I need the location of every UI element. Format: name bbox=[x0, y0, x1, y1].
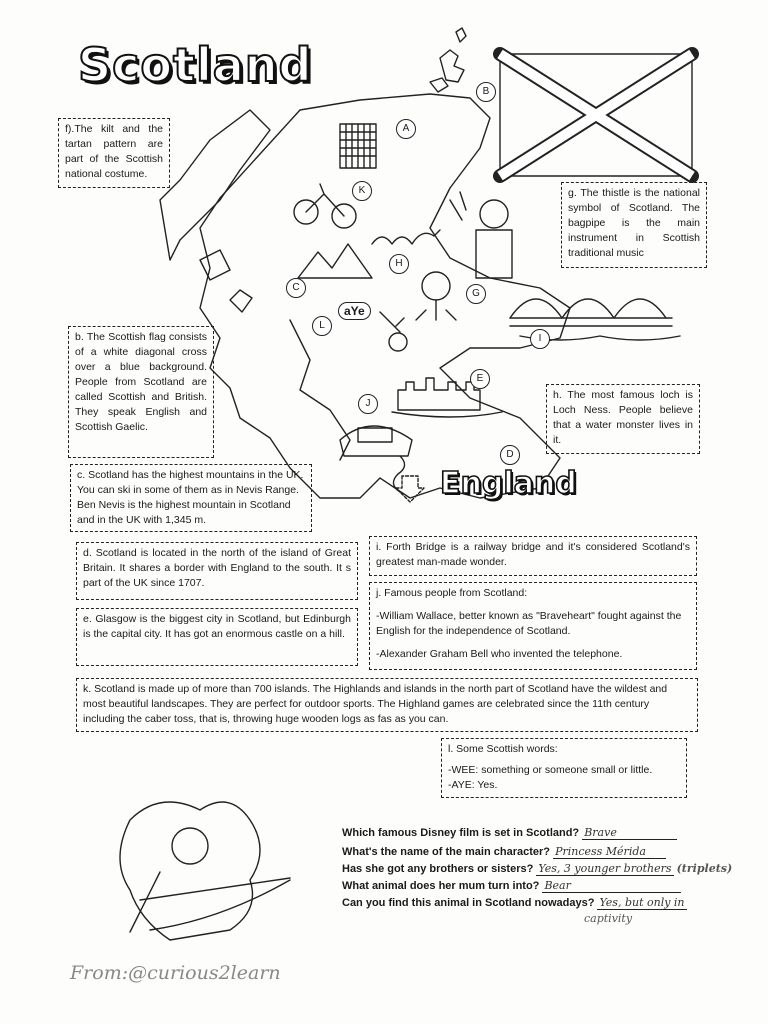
info-box-e bbox=[76, 608, 358, 666]
question-3 bbox=[342, 862, 732, 875]
info-box-i bbox=[369, 536, 697, 576]
info-box-d-text: d. Scotland is located in the north of the island of Great Britain. It shares a border with England to the south. It s part of the UK since 1707. bbox=[83, 547, 351, 589]
info-box-e-text: e. Glasgow is the biggest city in Scotland, but Edinburgh is the capital city. It has got an enormous castle on a hill. bbox=[83, 613, 351, 640]
author-credit: From:@curious2learn bbox=[70, 962, 281, 984]
info-box-h-text: h. The most famous loch is Loch Ness. People believe that a water monster lives in it. bbox=[553, 389, 693, 446]
info-box-l-title: l. Some Scottish words: bbox=[448, 743, 558, 755]
info-box-j-title: j. Famous people from Scotland: bbox=[376, 587, 528, 599]
info-box-l bbox=[441, 738, 687, 798]
info-box-i-text: i. Forth Bridge is a railway bridge and it's considered Scotland's greatest man-made wonder. bbox=[376, 541, 690, 568]
marker-l: L bbox=[312, 316, 332, 336]
marker-g: G bbox=[466, 284, 486, 304]
info-box-j bbox=[369, 582, 697, 670]
info-box-h bbox=[546, 384, 700, 454]
info-box-l-line2: -AYE: Yes. bbox=[448, 779, 498, 791]
info-box-c bbox=[70, 464, 312, 532]
answer-5-extra: captivity bbox=[584, 912, 633, 925]
info-box-b-text: b. The Scottish flag consists of a white diagonal cross over a blue background. People from Scotland are called Scottish and British. They speak English and Scottish Gaelic. bbox=[75, 331, 207, 433]
marker-b: B bbox=[476, 82, 496, 102]
question-5-text: Can you find this animal in Scotland nowadays? bbox=[342, 897, 595, 909]
england-label: England bbox=[440, 466, 577, 501]
question-5 bbox=[342, 896, 687, 909]
page-title: Scotland bbox=[78, 38, 313, 92]
marker-k: K bbox=[352, 181, 372, 201]
marker-d: D bbox=[500, 445, 520, 465]
info-box-f bbox=[58, 118, 170, 188]
info-box-k-text: k. Scotland is made up of more than 700 islands. The Highlands and islands in the north part of Scotland have the wildest and most beautiful landscapes. They are perfect for outdoor sports. The Highland games are celebrated since the 11th century including the caber toss, that is, throwing huge wooden logs as fas as you can. bbox=[83, 683, 668, 725]
info-box-g bbox=[561, 182, 707, 268]
info-box-d bbox=[76, 542, 358, 600]
answer-5[interactable]: Yes, but only in bbox=[599, 896, 685, 909]
marker-h: H bbox=[389, 254, 409, 274]
speech-bubble: aYe bbox=[338, 302, 371, 320]
info-box-f-text: f).The kilt and the tartan pattern are part of the Scottish national costume. bbox=[65, 123, 163, 180]
question-3-text: Has she got any brothers or sisters? bbox=[342, 863, 534, 875]
question-2 bbox=[342, 845, 666, 858]
answer-1[interactable]: Brave bbox=[582, 826, 677, 840]
answer-3[interactable]: Yes, 3 younger brothers bbox=[538, 862, 672, 875]
info-box-j-line2: -Alexander Graham Bell who invented the telephone. bbox=[376, 648, 623, 660]
question-4-text: What animal does her mum turn into? bbox=[342, 880, 540, 892]
answer-4[interactable]: Bear bbox=[542, 879, 680, 893]
question-4 bbox=[342, 879, 681, 892]
info-box-g-text: g. The thistle is the national symbol of Scotland. The bagpipe is the main instrument in Scottish traditional music bbox=[568, 187, 700, 259]
info-box-l-line1: -WEE: something or someone small or little. bbox=[448, 764, 653, 776]
info-box-j-line1: -William Wallace, better known as "Braveheart" fought against the English for the independence of Scotland. bbox=[376, 610, 682, 637]
answer-2[interactable]: Princess Mérida bbox=[553, 845, 666, 859]
info-box-c-text: c. Scotland has the highest mountains in the UK. You can ski in some of them as in Nevis Range. Ben Nevis is the highest mountain in Scotland and in the UK with 1,345 m. bbox=[77, 469, 304, 526]
question-1-text: Which famous Disney film is set in Scotland? bbox=[342, 827, 580, 839]
marker-i: I bbox=[530, 329, 550, 349]
marker-j: J bbox=[358, 394, 378, 414]
marker-e: E bbox=[470, 369, 490, 389]
info-box-b bbox=[68, 326, 214, 458]
answer-3-extra: (triplets) bbox=[676, 862, 733, 875]
info-box-k bbox=[76, 678, 698, 732]
marker-c: C bbox=[286, 278, 306, 298]
marker-a: A bbox=[396, 119, 416, 139]
question-2-text: What's the name of the main character? bbox=[342, 846, 550, 858]
question-1 bbox=[342, 826, 677, 839]
